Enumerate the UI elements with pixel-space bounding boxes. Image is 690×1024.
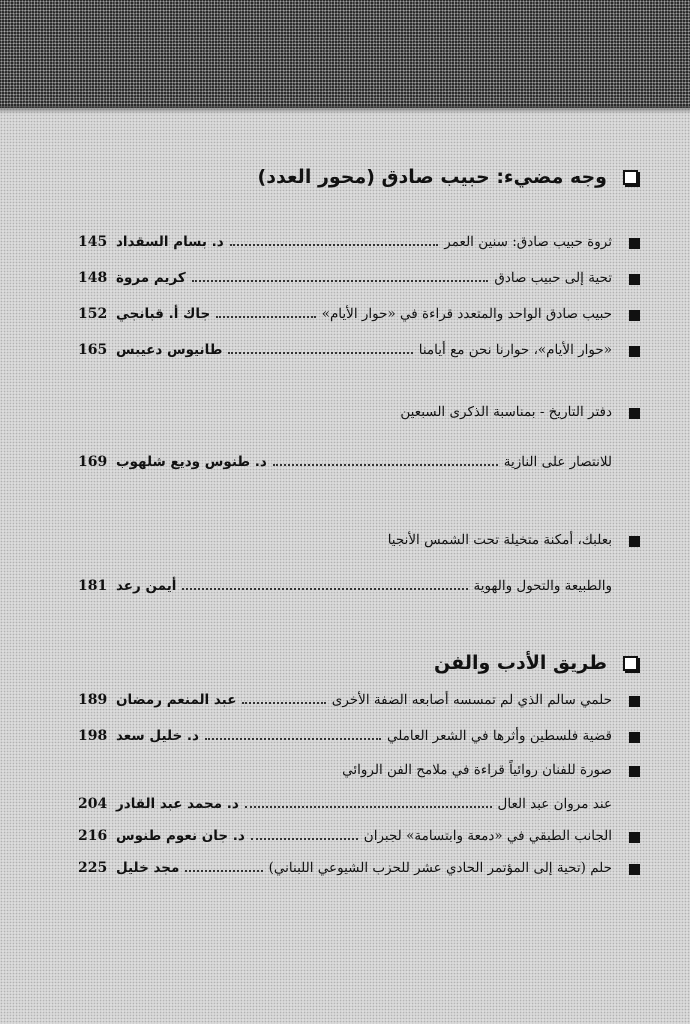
square-bullet-icon bbox=[629, 536, 640, 547]
toc-entry[interactable] bbox=[78, 452, 640, 476]
toc-entry[interactable] bbox=[78, 232, 640, 256]
entry-title: حلم (تحية إلى المؤتمر الحادي عشر للحزب الشيوعي اللبناني) bbox=[268, 860, 612, 876]
entry-title: الجانب الطبقي في «دمعة وابتسامة» لجبران bbox=[363, 828, 612, 844]
section-heading-literature-art bbox=[434, 652, 638, 674]
entry-author: عبد المنعم رمضان bbox=[116, 692, 237, 708]
page-number: 145 bbox=[78, 234, 108, 250]
entry-author: مجد خليل bbox=[116, 860, 180, 876]
square-bullet-icon bbox=[629, 832, 640, 843]
entry-author: كريم مروة bbox=[116, 270, 186, 286]
entry-title: والطبيعة والتحول والهوية bbox=[473, 578, 612, 594]
toc-group-heading[interactable] bbox=[78, 530, 640, 554]
leader-dots bbox=[230, 244, 439, 246]
square-bullet-icon bbox=[629, 408, 640, 419]
section-box-icon bbox=[623, 656, 638, 671]
toc-entry[interactable] bbox=[78, 726, 640, 750]
leader-dots bbox=[242, 702, 325, 704]
leader-dots bbox=[192, 280, 489, 282]
toc-entry[interactable] bbox=[78, 340, 640, 364]
toc-entry[interactable] bbox=[78, 304, 640, 328]
square-bullet-icon bbox=[629, 864, 640, 875]
entry-author: جاك أ. قبانجي bbox=[116, 306, 211, 322]
section-box-icon bbox=[623, 170, 638, 185]
square-bullet-icon bbox=[629, 346, 640, 357]
section-heading-habib-sadek bbox=[258, 166, 638, 188]
entry-title: حبيب صادق الواحد والمتعدد قراءة في «حوار الأيام» bbox=[321, 306, 612, 322]
header-halftone-band bbox=[0, 0, 690, 108]
entry-title: حلمي سالم الذي لم تمسسه أصابعه الضفة الأخرى bbox=[331, 692, 612, 708]
page-number: 148 bbox=[78, 270, 108, 286]
toc-entry[interactable] bbox=[78, 794, 640, 818]
page-number: 169 bbox=[78, 454, 108, 470]
square-bullet-icon bbox=[629, 310, 640, 321]
group-heading-text: دفتر التاريخ - بمناسبة الذكرى السبعين bbox=[400, 404, 612, 420]
leader-dots bbox=[182, 588, 467, 590]
section-title: طريق الأدب والفن bbox=[434, 652, 607, 674]
entry-title: للانتصار على النازية bbox=[503, 454, 612, 470]
entry-title: عند مروان عبد العال bbox=[497, 796, 612, 812]
leader-dots bbox=[185, 870, 262, 872]
square-bullet-icon bbox=[629, 766, 640, 777]
entry-author: أيمن رعد bbox=[116, 578, 177, 594]
group-heading-text: بعلبك، أمكنة متخيلة تحت الشمس الأنجيا bbox=[387, 532, 612, 548]
group-heading-text: صورة للفنان روائياً قراءة في ملامح الفن الروائي bbox=[342, 762, 612, 778]
square-bullet-icon bbox=[629, 238, 640, 249]
page-number: 204 bbox=[78, 796, 108, 812]
toc-entry[interactable] bbox=[78, 268, 640, 292]
toc-group-heading[interactable] bbox=[78, 760, 640, 784]
leader-dots bbox=[273, 464, 498, 466]
leader-dots bbox=[251, 838, 358, 840]
entry-author: د. محمد عبد القادر bbox=[116, 796, 239, 812]
page-number: 189 bbox=[78, 692, 108, 708]
page-number: 181 bbox=[78, 578, 108, 594]
entry-author: طانيوس دعيبس bbox=[116, 342, 223, 358]
entry-title: قضية فلسطين وأثرها في الشعر العاملي bbox=[386, 728, 612, 744]
section-title: وجه مضيء: حبيب صادق (محور العدد) bbox=[257, 166, 607, 188]
entry-author: د. جان نعوم طنوس bbox=[116, 828, 245, 844]
entry-author: د. خليل سعد bbox=[116, 728, 199, 744]
entry-title: «حوار الأيام»، حوارنا نحن مع أيامنا bbox=[418, 342, 612, 358]
leader-dots bbox=[245, 806, 492, 808]
page-number: 225 bbox=[78, 860, 108, 876]
page-number: 216 bbox=[78, 828, 108, 844]
leader-dots bbox=[228, 352, 412, 354]
square-bullet-icon bbox=[629, 274, 640, 285]
entry-author: د. طنوس وديع شلهوب bbox=[116, 454, 267, 470]
toc-entry[interactable] bbox=[78, 826, 640, 850]
toc-entry[interactable] bbox=[78, 690, 640, 714]
page-number: 152 bbox=[78, 306, 108, 322]
entry-title: ثروة حبيب صادق: سنين العمر bbox=[444, 234, 612, 250]
toc-group-heading[interactable] bbox=[78, 402, 640, 426]
square-bullet-icon bbox=[629, 696, 640, 707]
toc-entry[interactable] bbox=[78, 858, 640, 882]
leader-dots bbox=[205, 738, 381, 740]
toc-entry[interactable] bbox=[78, 576, 640, 600]
entry-title: تحية إلى حبيب صادق bbox=[494, 270, 612, 286]
page-number: 165 bbox=[78, 342, 108, 358]
page-number: 198 bbox=[78, 728, 108, 744]
entry-author: د. بسام السقداد bbox=[116, 234, 224, 250]
leader-dots bbox=[216, 316, 315, 318]
square-bullet-icon bbox=[629, 732, 640, 743]
